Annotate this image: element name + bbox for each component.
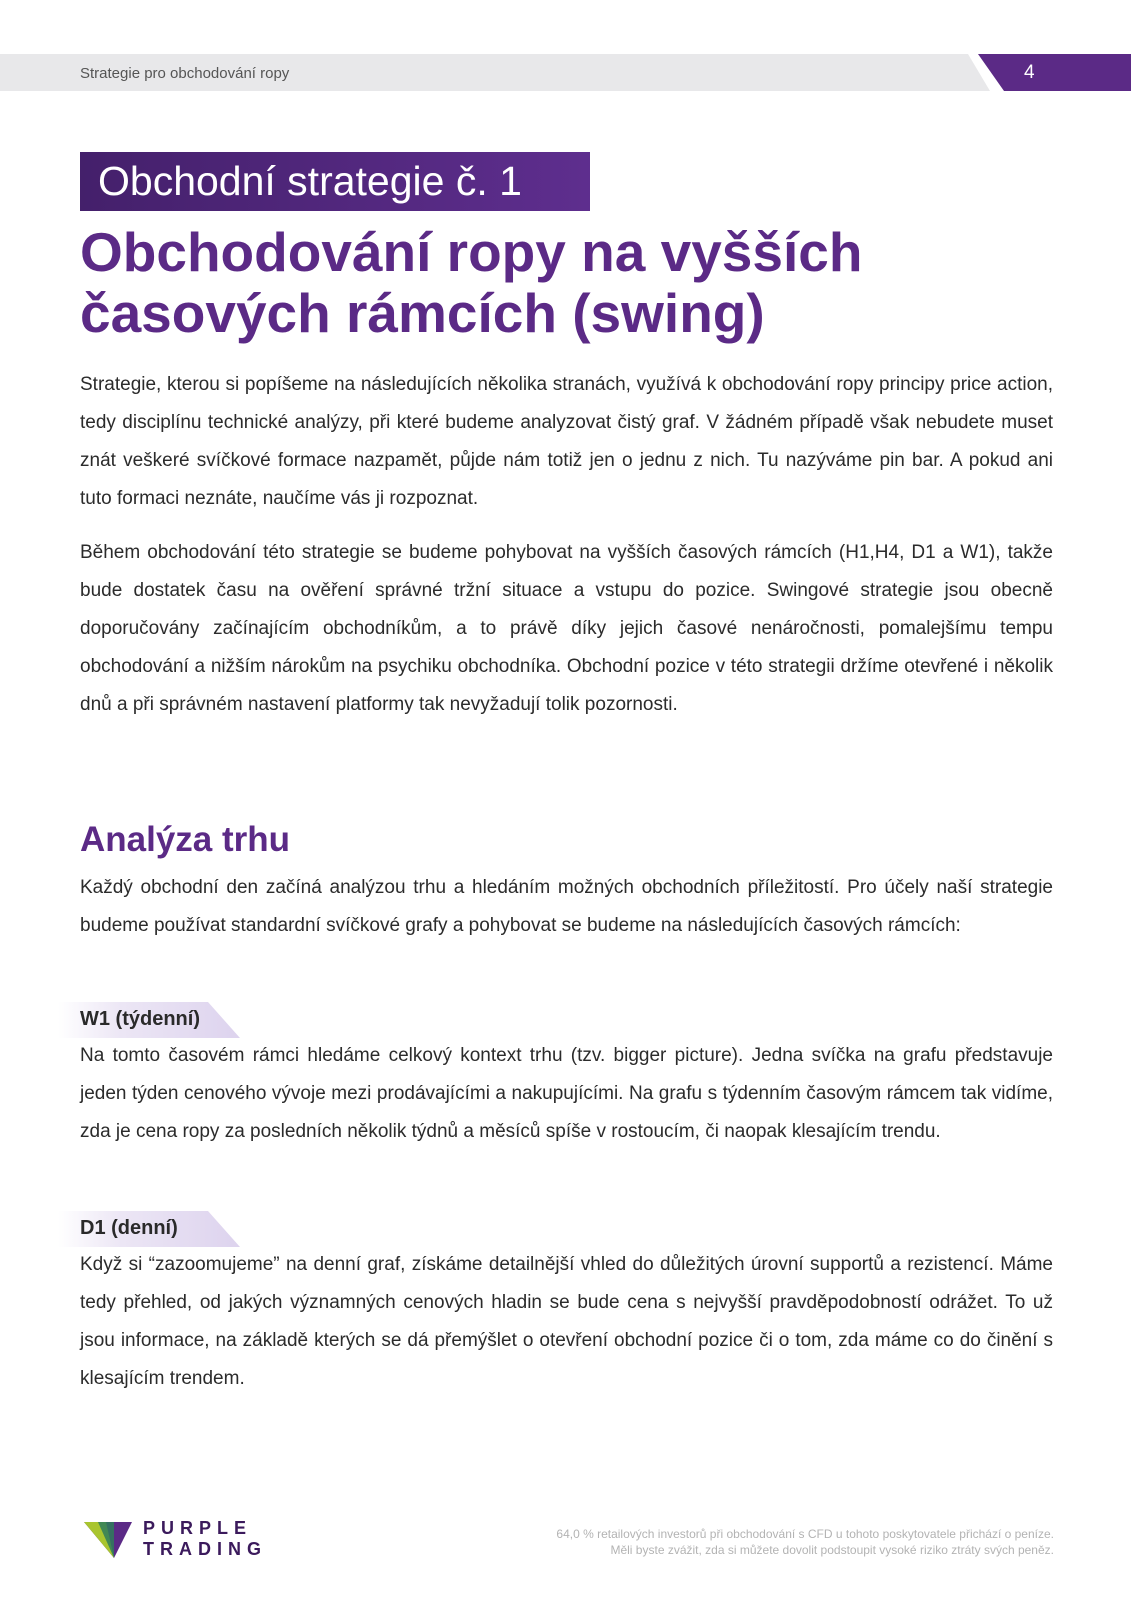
risk-disclaimer — [420, 1526, 1054, 1558]
w1-paragraph: Na tomto časovém rámci hledáme celkový kontext trhu (tzv. bigger picture). Jedna svíčka na grafu představuje jeden týden cenového vývoje mezi prodávajícími a nakupujícími. Na grafu s týdenním časovým rámcem tak vidíme, zda je cena ropy za posledních několik týdnů a měsíců spíše v rostoucím, či naopak klesajícím trendu. — [80, 1045, 1053, 1142]
analysis-intro-paragraph: Každý obchodní den začíná analýzou trhu a hledáním možných obchodních příležitostí. Pro účely naší strategie budeme používat standardní svíčkové grafy a pohybovat se budeme na následujících časových rámcích: — [80, 877, 1053, 936]
d1-paragraph: Když si “zazoomujeme” na denní graf, získáme detailnější vhled do důležitých úrovní supportů a rezistencí. Máme tedy přehled, od jakých významných cenových hladin se bude cena s nejvyšší pravděpodobností odrážet. To už jsou informace, na základě kterých se dá přemýšlet o otevření obchodní pozice či o tom, zda máme co do činění s klesajícím trendem. — [80, 1254, 1053, 1389]
d1-subhead-label: D1 (denní) — [80, 1217, 178, 1239]
strategy-badge: Obchodní strategie č. 1 — [80, 152, 590, 211]
page-number: 4 — [1024, 62, 1035, 83]
logo-wordmark-line-1: PURPLE — [143, 1518, 253, 1538]
page-title-line-2: časových rámcích (swing) — [80, 282, 765, 344]
page-title — [80, 222, 1080, 344]
risk-disclaimer-line-2: Měli byste zvážit, zda si můžete dovolit podstoupit vysoké riziko ztráty svých peněz. — [610, 1543, 1054, 1557]
w1-subhead-label: W1 (týdenní) — [80, 1008, 200, 1030]
purple-trading-logo-icon — [84, 1520, 132, 1560]
timeframes-paragraph: Během obchodování této strategie se budeme pohybovat na vyšších časových rámcích (H1,H4, D1 a W1), takže bude dostatek času na ověření správné tržní situace a vstupu do pozice. Swingové strategie jsou obecně doporučovány začínajícím obchodníkům, a to právě díky jejich časové nenáročnosti, pomalejšímu tempu obchodování a nižším nárokům na psychiku obchodníka. Obchodní pozice v této strategii držíme otevřené i několik dnů a při správném nastavení platformy tak nevyžadují tolik pozornosti. — [80, 542, 1053, 715]
intro-paragraph: Strategie, kterou si popíšeme na následujících několika stranách, využívá k obchodování ropy principy price action, tedy disciplínu technické analýzy, při které budeme analyzovat čistý graf. V žádném případě však nebudete muset znát veškeré svíčkové formace nazpamět, půjde nám totiž jen o jednu z nich. Tu nazýváme pin bar. A pokud ani tuto formaci neznáte, naučíme vás ji rozpoznat. — [80, 374, 1053, 509]
running-header-title: Strategie pro obchodování ropy — [80, 65, 290, 82]
section-heading-analysis: Analýza trhu — [80, 820, 291, 859]
risk-disclaimer-line-1: 64,0 % retailových investorů při obchodování s CFD u tohoto poskytovatele přichází o peníze. — [556, 1527, 1054, 1541]
page-title-line-1: Obchodování ropy na vyšších — [80, 221, 863, 283]
page-number-tab — [978, 54, 1131, 91]
logo-wordmark-line-2: TRADING — [143, 1539, 267, 1559]
logo-wordmark — [143, 1518, 267, 1560]
